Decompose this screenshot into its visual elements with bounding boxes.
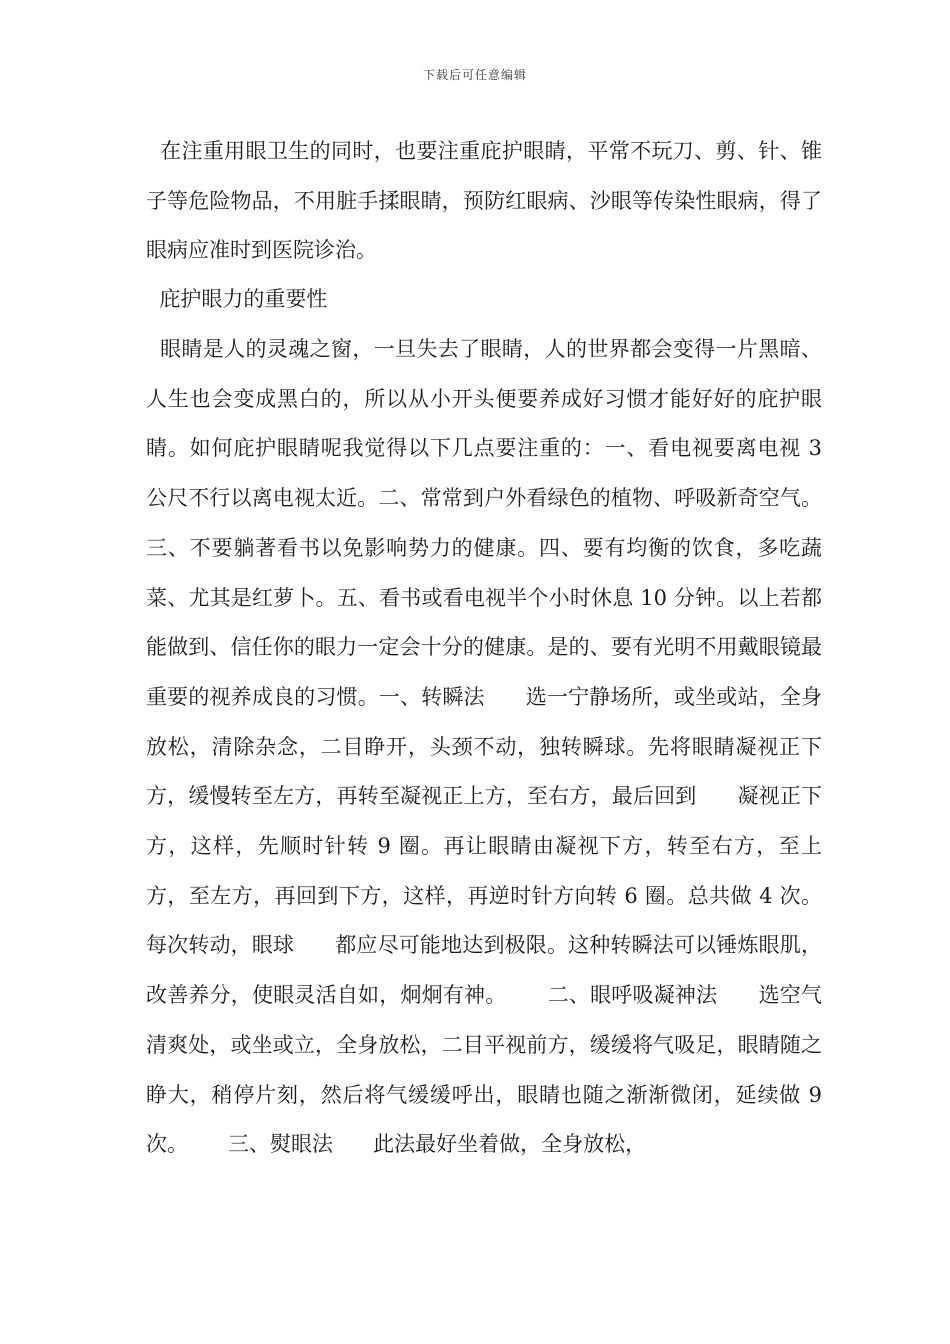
section-heading: 庇护眼力的重要性 [146,287,328,311]
page-header: 下载后可任意编辑 [422,68,527,82]
paragraph-eye-protection: 在注重用眼卫生的同时，也要注重庇护眼睛，平常不玩刀、剪、针、锥子等危险物品，不用脏手揉眼睛，预防红眼病、沙眼等传染性眼病，得了眼病应准时到医院诊治。 [146,139,822,263]
paragraph-eyesight-importance: 眼睛是人的灵魂之窗，一旦失去了眼睛，人的世界都会变得一片黑暗、人生也会变成黑白的，所以从小开头便要养成好习惯才能好好的庇护眼睛。如何庇护眼睛呢我觉得以下几点要注重的：一、看电视要离电视 3 公尺不行以离电视太近。二、常常到户外看绿色的植物、呼吸新奇空气。三、不要躺著看书以免影响势力的健康。四、要有均衡的饮食，多吃蔬菜、尤其是红萝卜。五、看书或看电视半个小时休息 10 分钟。以上若都能做到、信任你的眼力一定会十分的健康。是的、要有光明不用戴眼镜最重要的视养成良的习惯。一、转瞬法 选一宁静场所，或坐或站，全身放松，清除杂念，二目睁开，头颈不动，独转瞬球。先将眼睛凝视正下方，缓慢转至左方，再转至凝视正上方，至右方，最后回到 凝视正下方，这样，先顺时针转 9 圈。再让眼睛由凝视下方，转至右方，至上方，至左方，再回到下方，这样，再逆时针方向转 6 圈。总共做 4 次。每次转动，眼球 都应尽可能地达到极限。这种转瞬法可以锤炼眼肌，改善养分，使眼灵活自如，炯炯有神。 二、眼呼吸凝神法 选空气清爽处，或坐或立，全身放松，二目平视前方，缓缓将气吸足，眼睛随之睁大，稍停片刻，然后将气缓缓呼出，眼睛也随之渐渐微闭，延续做 9 次。 三、熨眼法 此法最好坐着做，全身放松， [146,337,829,1157]
